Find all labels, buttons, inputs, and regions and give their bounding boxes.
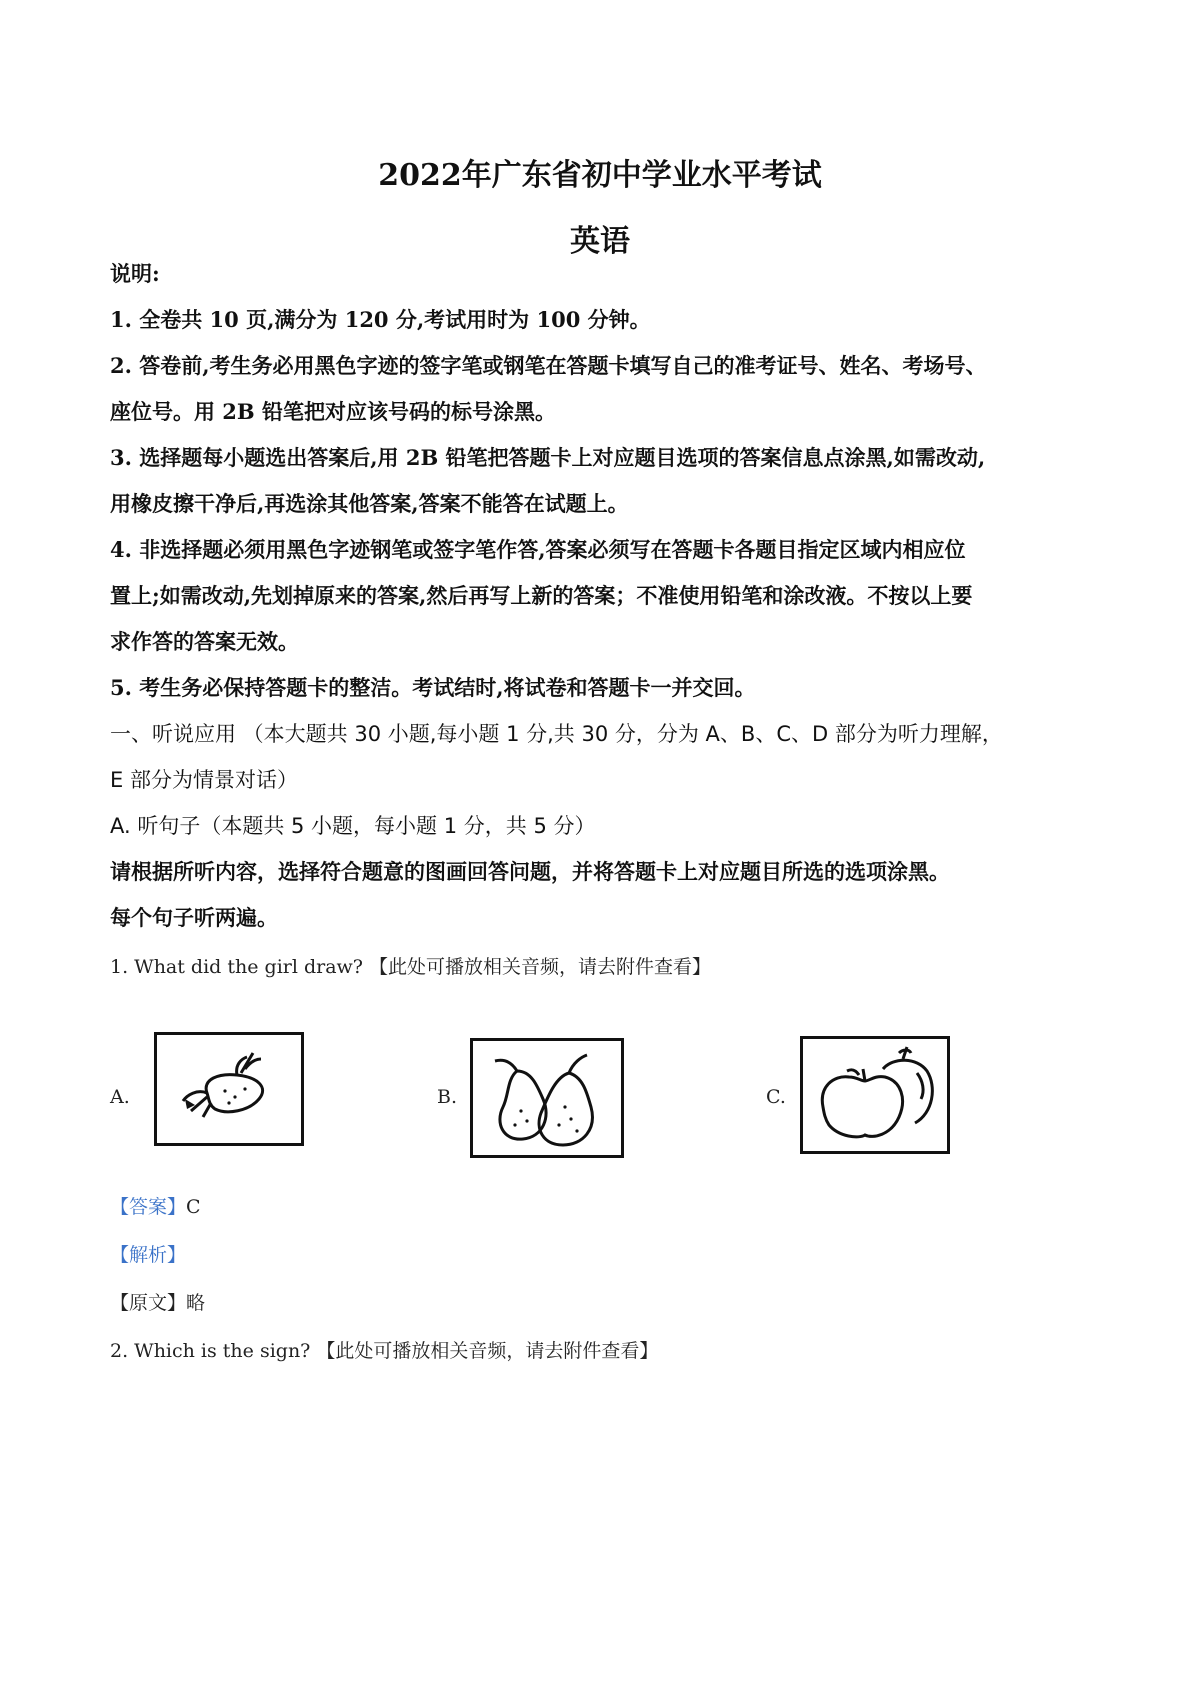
question-2-text: 2. Which is the sign? 【此处可播放相关音频，请去附件查看】 (110, 1340, 659, 1362)
question-1-text: 1. What did the girl draw? 【此处可播放相关音频，请去附件查看】 (110, 956, 712, 978)
instruction-line: 5. 考生务必保持答题卡的整洁。考试结时,将试卷和答题卡一并交回。 (110, 675, 756, 700)
original-value: 略 (186, 1292, 206, 1314)
option-b-picture (470, 1038, 624, 1158)
pear-icon (473, 1041, 621, 1155)
instruction-line: 3. 选择题每小题选出答案后,用 2B 铅笔把答题卡上对应题目选项的答案信息点涂黑,如需改动, (110, 445, 986, 470)
option-c-picture (800, 1036, 950, 1154)
part-a-directions: 请根据所听内容，选择符合题意的图画回答问题，并将答题卡上对应题目所选的选项涂黑。 (110, 860, 950, 884)
answer-line (110, 1192, 201, 1219)
part-a-heading: A. 听句子（本题共 5 小题，每小题 1 分，共 5 分） (110, 814, 596, 838)
option-a-label: A. (110, 1086, 130, 1108)
instruction-line: 用橡皮擦干净后,再选涂其他答案,答案不能答在试题上。 (110, 491, 629, 516)
instruction-line: 求作答的答案无效。 (110, 629, 299, 654)
strawberry-icon (157, 1035, 301, 1143)
original-label: 【原文】 (110, 1292, 187, 1314)
exam-subject: 英语 (570, 224, 630, 259)
analysis-label: 【解析】 (110, 1244, 187, 1266)
instruction-line: 4. 非选择题必须用黑色字迹钢笔或签字笔作答,答案必须写在答题卡各题目指定区域内相应位 (110, 537, 966, 562)
instructions-heading: 说明: (110, 261, 160, 286)
part-a-directions-cont: 每个句子听两遍。 (110, 906, 278, 930)
exam-title: 2022年广东省初中学业水平考试 (378, 158, 822, 193)
section-heading: 一、听说应用 （本大题共 30 小题,每小题 1 分,共 30 分，分为 A、B、C、D 部分为听力理解， (110, 722, 1003, 746)
section-heading-cont: E 部分为情景对话） (110, 768, 298, 792)
option-b-label: B. (437, 1086, 458, 1108)
answer-value: C (186, 1196, 201, 1218)
option-c-label: C. (766, 1086, 786, 1108)
instruction-line: 1. 全卷共 10 页,满分为 120 分,考试用时为 100 分钟。 (110, 307, 651, 332)
apple-icon (803, 1039, 947, 1151)
original-line (110, 1288, 205, 1315)
option-a-picture (154, 1032, 304, 1146)
answer-label: 【答案】 (110, 1196, 187, 1218)
instruction-line: 置上;如需改动,先划掉原来的答案,然后再写上新的答案；不准使用铅笔和涂改液。不按以上要 (110, 583, 973, 608)
instruction-line: 2. 答卷前,考生务必用黑色字迹的签字笔或钢笔在答题卡填写自己的准考证号、姓名、考场号、 (110, 353, 987, 378)
instruction-line: 座位号。用 2B 铅笔把对应该号码的标号涂黑。 (110, 399, 556, 424)
